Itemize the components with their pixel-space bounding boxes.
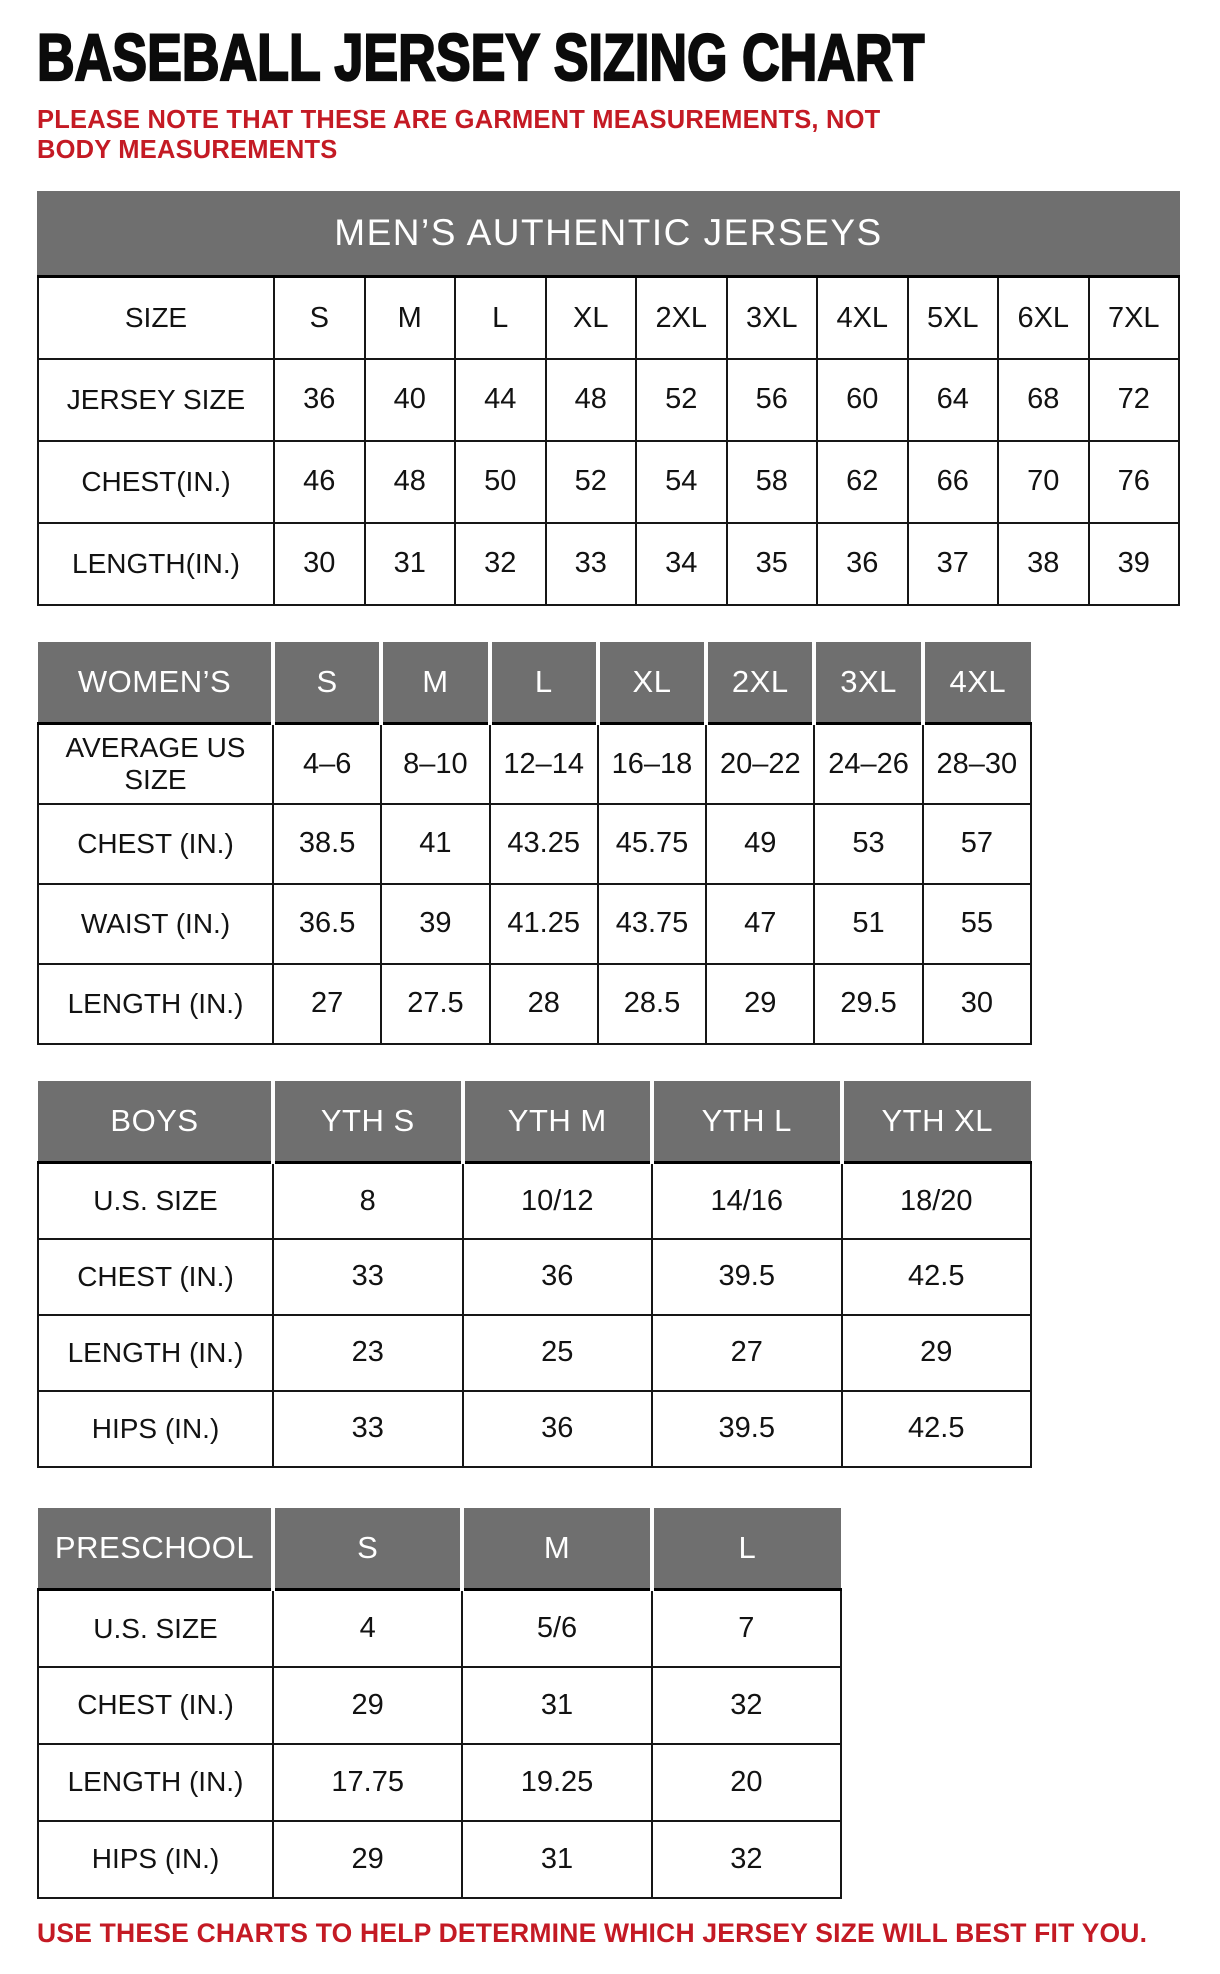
table-row <box>38 724 1031 804</box>
value-cell: 60 <box>817 359 908 441</box>
womens-header-row <box>38 642 1031 724</box>
value-cell: 20 <box>652 1744 841 1821</box>
table-row <box>38 964 1031 1044</box>
row-label: CHEST (IN.) <box>38 804 273 884</box>
value-cell: 3XL <box>727 277 818 359</box>
value-cell: 39.5 <box>652 1391 842 1467</box>
value-cell: 4–6 <box>273 724 381 804</box>
size-header-cell: M <box>462 1508 651 1590</box>
mens-sizing-table <box>37 275 1180 606</box>
value-cell: 33 <box>546 523 637 605</box>
value-cell: 51 <box>814 884 922 964</box>
table-row <box>38 1590 841 1667</box>
row-label: U.S. SIZE <box>38 1590 273 1667</box>
womens-sizing-table <box>37 642 1032 1045</box>
value-cell: 37 <box>908 523 999 605</box>
row-label: CHEST(IN.) <box>38 441 274 523</box>
value-cell: 27.5 <box>381 964 489 1044</box>
table-row <box>38 1239 1031 1315</box>
value-cell: 29 <box>273 1821 462 1898</box>
value-cell: XL <box>546 277 637 359</box>
table-row <box>38 1315 1031 1391</box>
table-row <box>38 523 1179 605</box>
value-cell: 66 <box>908 441 999 523</box>
value-cell: 41 <box>381 804 489 884</box>
value-cell: 25 <box>463 1315 653 1391</box>
value-cell: 42.5 <box>842 1239 1032 1315</box>
value-cell: 72 <box>1089 359 1180 441</box>
value-cell: 5/6 <box>462 1590 651 1667</box>
size-header-cell: 2XL <box>706 642 814 724</box>
value-cell: 70 <box>998 441 1089 523</box>
value-cell: 48 <box>546 359 637 441</box>
row-label: HIPS (IN.) <box>38 1821 273 1898</box>
value-cell: 76 <box>1089 441 1180 523</box>
value-cell: 39 <box>1089 523 1180 605</box>
size-header-cell: 4XL <box>923 642 1031 724</box>
value-cell: 4 <box>273 1590 462 1667</box>
value-cell: 2XL <box>636 277 727 359</box>
value-cell: 33 <box>273 1239 463 1315</box>
value-cell: 23 <box>273 1315 463 1391</box>
value-cell: 35 <box>727 523 818 605</box>
value-cell: 31 <box>462 1667 651 1744</box>
value-cell: 54 <box>636 441 727 523</box>
size-header-cell: YTH XL <box>842 1081 1032 1163</box>
value-cell: 49 <box>706 804 814 884</box>
value-cell: 32 <box>455 523 546 605</box>
row-label: AVERAGE US SIZE <box>38 724 273 804</box>
value-cell: 28–30 <box>923 724 1031 804</box>
table-row <box>38 1821 841 1898</box>
preschool-sizing-table <box>37 1508 842 1899</box>
value-cell: 31 <box>365 523 456 605</box>
value-cell: 46 <box>274 441 365 523</box>
value-cell: 18/20 <box>842 1163 1032 1239</box>
value-cell: S <box>274 277 365 359</box>
row-label: WAIST (IN.) <box>38 884 273 964</box>
value-cell: 39.5 <box>652 1239 842 1315</box>
value-cell: 24–26 <box>814 724 922 804</box>
table-row <box>38 884 1031 964</box>
table-header-label: BOYS <box>38 1081 273 1163</box>
value-cell: 39 <box>381 884 489 964</box>
value-cell: 36 <box>274 359 365 441</box>
row-label: LENGTH (IN.) <box>38 1315 273 1391</box>
table-header-label: WOMEN’S <box>38 642 273 724</box>
footer-note: USE THESE CHARTS TO HELP DETERMINE WHICH JERSEY SIZE WILL BEST FIT YOU. <box>37 1917 1148 1948</box>
value-cell: 8 <box>273 1163 463 1239</box>
row-label: CHEST (IN.) <box>38 1239 273 1315</box>
preschool-header-row <box>38 1508 841 1590</box>
value-cell: 4XL <box>817 277 908 359</box>
value-cell: 47 <box>706 884 814 964</box>
value-cell: 28.5 <box>598 964 706 1044</box>
value-cell: 43.25 <box>490 804 598 884</box>
value-cell: 36.5 <box>273 884 381 964</box>
value-cell: 36 <box>463 1239 653 1315</box>
value-cell: 41.25 <box>490 884 598 964</box>
size-header-cell: L <box>652 1508 841 1590</box>
size-header-cell: L <box>490 642 598 724</box>
value-cell: 56 <box>727 359 818 441</box>
value-cell: 32 <box>652 1667 841 1744</box>
value-cell: 52 <box>546 441 637 523</box>
value-cell: 30 <box>923 964 1031 1044</box>
value-cell: 20–22 <box>706 724 814 804</box>
value-cell: 29 <box>273 1667 462 1744</box>
table-row <box>38 804 1031 884</box>
value-cell: 42.5 <box>842 1391 1032 1467</box>
table-row <box>38 1391 1031 1467</box>
value-cell: 53 <box>814 804 922 884</box>
value-cell: 6XL <box>998 277 1089 359</box>
value-cell: 68 <box>998 359 1089 441</box>
value-cell: 48 <box>365 441 456 523</box>
value-cell: 64 <box>908 359 999 441</box>
row-label: LENGTH (IN.) <box>38 1744 273 1821</box>
value-cell: 30 <box>274 523 365 605</box>
value-cell: 5XL <box>908 277 999 359</box>
boys-sizing-table <box>37 1081 1032 1468</box>
value-cell: 17.75 <box>273 1744 462 1821</box>
value-cell: M <box>365 277 456 359</box>
value-cell: 34 <box>636 523 727 605</box>
value-cell: 38.5 <box>273 804 381 884</box>
value-cell: 16–18 <box>598 724 706 804</box>
value-cell: 55 <box>923 884 1031 964</box>
size-header-cell: S <box>273 642 381 724</box>
value-cell: 43.75 <box>598 884 706 964</box>
value-cell: 28 <box>490 964 598 1044</box>
row-label: SIZE <box>38 277 274 359</box>
table-row <box>38 1744 841 1821</box>
row-label: LENGTH (IN.) <box>38 964 273 1044</box>
row-label: LENGTH(IN.) <box>38 523 274 605</box>
size-header-cell: S <box>273 1508 462 1590</box>
table-row <box>38 277 1179 359</box>
value-cell: 36 <box>817 523 908 605</box>
value-cell: 7 <box>652 1590 841 1667</box>
size-header-cell: YTH M <box>463 1081 653 1163</box>
size-header-cell: YTH S <box>273 1081 463 1163</box>
value-cell: 29 <box>706 964 814 1044</box>
value-cell: 19.25 <box>462 1744 651 1821</box>
row-label: JERSEY SIZE <box>38 359 274 441</box>
value-cell: 27 <box>273 964 381 1044</box>
page-title: BASEBALL JERSEY SIZING CHART <box>37 20 925 94</box>
value-cell: 38 <box>998 523 1089 605</box>
table-header-label: PRESCHOOL <box>38 1508 273 1590</box>
value-cell: 62 <box>817 441 908 523</box>
table-row <box>38 441 1179 523</box>
value-cell: 8–10 <box>381 724 489 804</box>
table-row <box>38 1667 841 1744</box>
row-label: U.S. SIZE <box>38 1163 273 1239</box>
value-cell: 50 <box>455 441 546 523</box>
value-cell: 12–14 <box>490 724 598 804</box>
table-row <box>38 359 1179 441</box>
value-cell: 36 <box>463 1391 653 1467</box>
value-cell: 57 <box>923 804 1031 884</box>
boys-header-row <box>38 1081 1031 1163</box>
size-header-cell: XL <box>598 642 706 724</box>
value-cell: 10/12 <box>463 1163 653 1239</box>
value-cell: 14/16 <box>652 1163 842 1239</box>
table-row <box>38 1163 1031 1239</box>
value-cell: 27 <box>652 1315 842 1391</box>
value-cell: L <box>455 277 546 359</box>
row-label: CHEST (IN.) <box>38 1667 273 1744</box>
value-cell: 58 <box>727 441 818 523</box>
value-cell: 52 <box>636 359 727 441</box>
value-cell: 44 <box>455 359 546 441</box>
value-cell: 29.5 <box>814 964 922 1044</box>
value-cell: 32 <box>652 1821 841 1898</box>
garment-measurement-note: PLEASE NOTE THAT THESE ARE GARMENT MEASUREMENTS, NOT BODY MEASUREMENTS <box>37 106 881 164</box>
value-cell: 33 <box>273 1391 463 1467</box>
size-header-cell: 3XL <box>814 642 922 724</box>
value-cell: 29 <box>842 1315 1032 1391</box>
size-header-cell: YTH L <box>652 1081 842 1163</box>
value-cell: 31 <box>462 1821 651 1898</box>
value-cell: 45.75 <box>598 804 706 884</box>
size-header-cell: M <box>381 642 489 724</box>
row-label: HIPS (IN.) <box>38 1391 273 1467</box>
mens-table-banner: MEN’S AUTHENTIC JERSEYS <box>37 191 1180 275</box>
value-cell: 7XL <box>1089 277 1180 359</box>
value-cell: 40 <box>365 359 456 441</box>
